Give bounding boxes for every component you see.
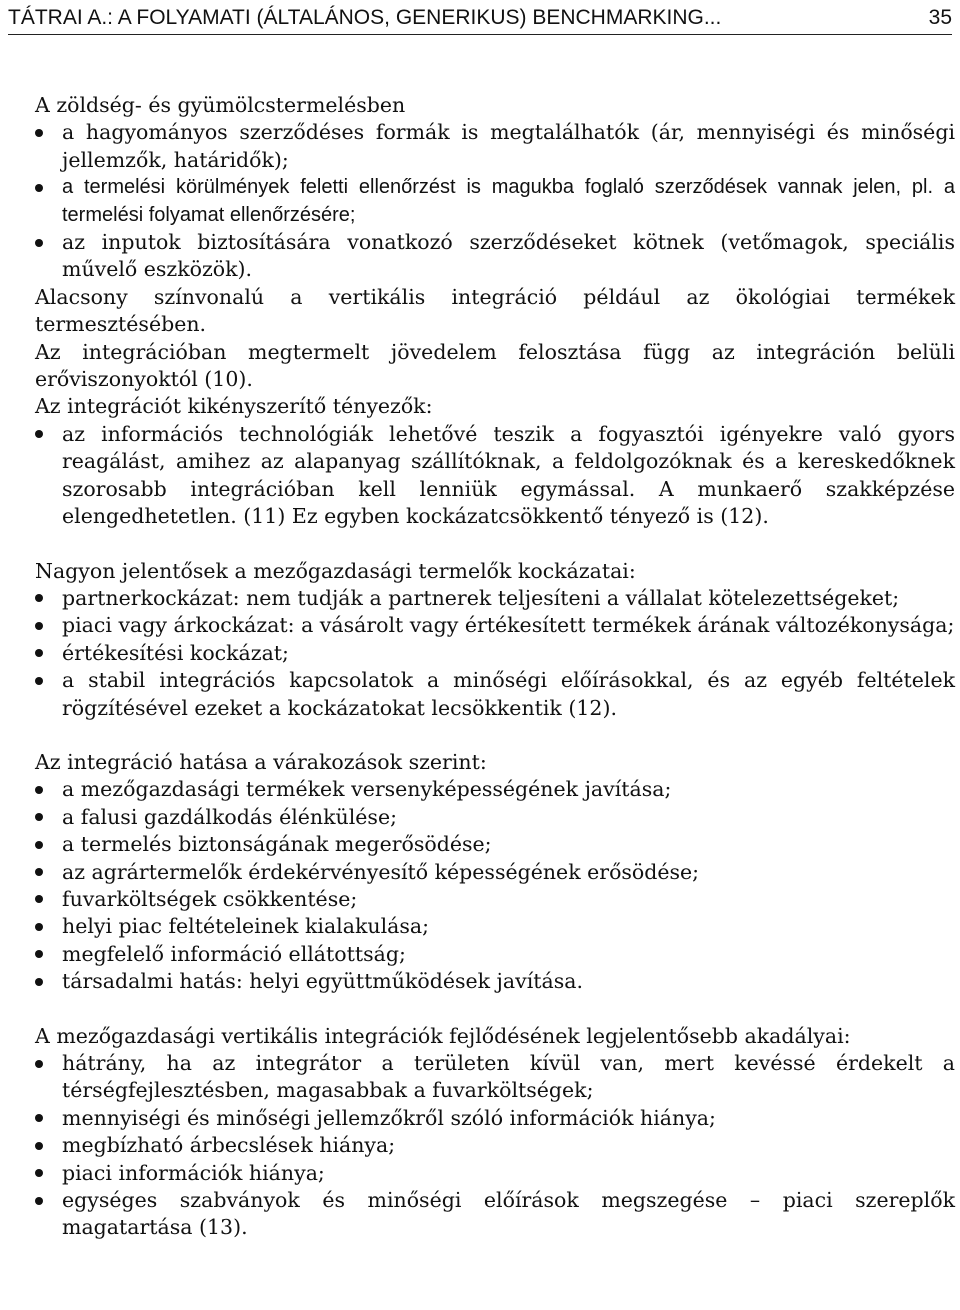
list-item: hátrány, ha az integrátor a területen kívül van, mert kevéssé érdekelt a térségfejlesztésben, magasabbak a fuvarköltségek; (35, 1050, 955, 1105)
list-item: egységes szabványok és minőségi előírások megszegése – piaci szereplők magatartása (13). (35, 1187, 955, 1242)
list-item: fuvarköltségek csökkentése; (35, 886, 955, 913)
list-item: partnerkockázat: nem tudják a partnerek teljesíteni a vállalat kötelezettségeket; (35, 585, 955, 612)
section-vegetable-fruit (35, 92, 955, 531)
list-item: a falusi gazdálkodás élénkülése; (35, 804, 955, 831)
list-item: a termelés biztonságának megerősödése; (35, 831, 955, 858)
list-item: helyi piac feltételeinek kialakulása; (35, 913, 955, 940)
paragraph: Alacsony színvonalú a vertikális integráció például az ökológiai termékek termesztésében. (35, 284, 955, 337)
list-item: piaci információk hiánya; (35, 1160, 955, 1187)
page-number: 35 (928, 6, 952, 29)
bullet-list (35, 421, 955, 531)
bullet-list (35, 1050, 955, 1242)
running-header (8, 4, 952, 35)
section-risks (35, 558, 955, 722)
list-item: a mezőgazdasági termékek versenyképességének javítása; (35, 776, 955, 803)
section-effects (35, 749, 955, 996)
list-item: a stabil integrációs kapcsolatok a minőségi előírásokkal, és az egyéb feltételek rögzítésével ezeket a kockázatokat lecsökkentik (12). (35, 667, 955, 722)
section-obstacles (35, 1023, 955, 1242)
paragraph: Az integrációban megtermelt jövedelem felosztása függ az integráción belüli erőviszonyoktól (10). (35, 339, 955, 392)
list-item: az inputok biztosítására vonatkozó szerződéseket kötnek (vetőmagok, speciális művelő eszközök). (35, 229, 955, 284)
list-item: a hagyományos szerződéses formák is megtalálhatók (ár, mennyiségi és minőségi jellemzők, határidők); (35, 119, 955, 174)
bullet-list (35, 119, 955, 283)
list-item: megbízható árbecslések hiánya; (35, 1132, 955, 1159)
list-item: piaci vagy árkockázat: a vásárolt vagy értékesített termékek árának változékonysága; (35, 612, 955, 639)
list-item: az információs technológiák lehetővé teszik a fogyasztói igényekre való gyors reagálást, amihez az alapanyag szállítóknak, a feldolgozóknak és a kereskedőknek szorosabb integrációban kell lenniük egymással. A munkaerő szakképzése elengedhetetlen. (11) Ez egyben kockázatcsökkentő tényező is (12). (35, 421, 955, 531)
list-item: a termelési körülmények feletti ellenőrzést is magukba foglaló szerződések vannak jelen, pl. a termelési folyamat ellenőrzésére; (35, 174, 955, 229)
list-item: mennyiségi és minőségi jellemzőkről szóló információk hiánya; (35, 1105, 955, 1132)
list-item: az agrártermelők érdekérvényesítő képességének erősödése; (35, 859, 955, 886)
section-intro: Nagyon jelentősek a mezőgazdasági termelők kockázatai: (35, 558, 636, 583)
bullet-list (35, 776, 955, 995)
paragraph: Az integrációt kikényszerítő tényezők: (35, 394, 433, 419)
bullet-list (35, 585, 955, 722)
section-intro: A zöldség- és gyümölcstermelésben (35, 93, 406, 117)
section-intro: Az integráció hatása a várakozások szerint: (35, 749, 487, 774)
list-item: megfelelő információ ellátottság; (35, 941, 955, 968)
list-item: értékesítési kockázat; (35, 640, 955, 667)
header-title: TÁTRAI A.: A FOLYAMATI (ÁLTALÁNOS, GENERIKUS) BENCHMARKING... (8, 6, 722, 29)
body-text (35, 92, 955, 1242)
list-item: társadalmi hatás: helyi együttműködések javítása. (35, 968, 955, 995)
section-intro: A mezőgazdasági vertikális integrációk fejlődésének legjelentősebb akadályai: (35, 1023, 851, 1048)
